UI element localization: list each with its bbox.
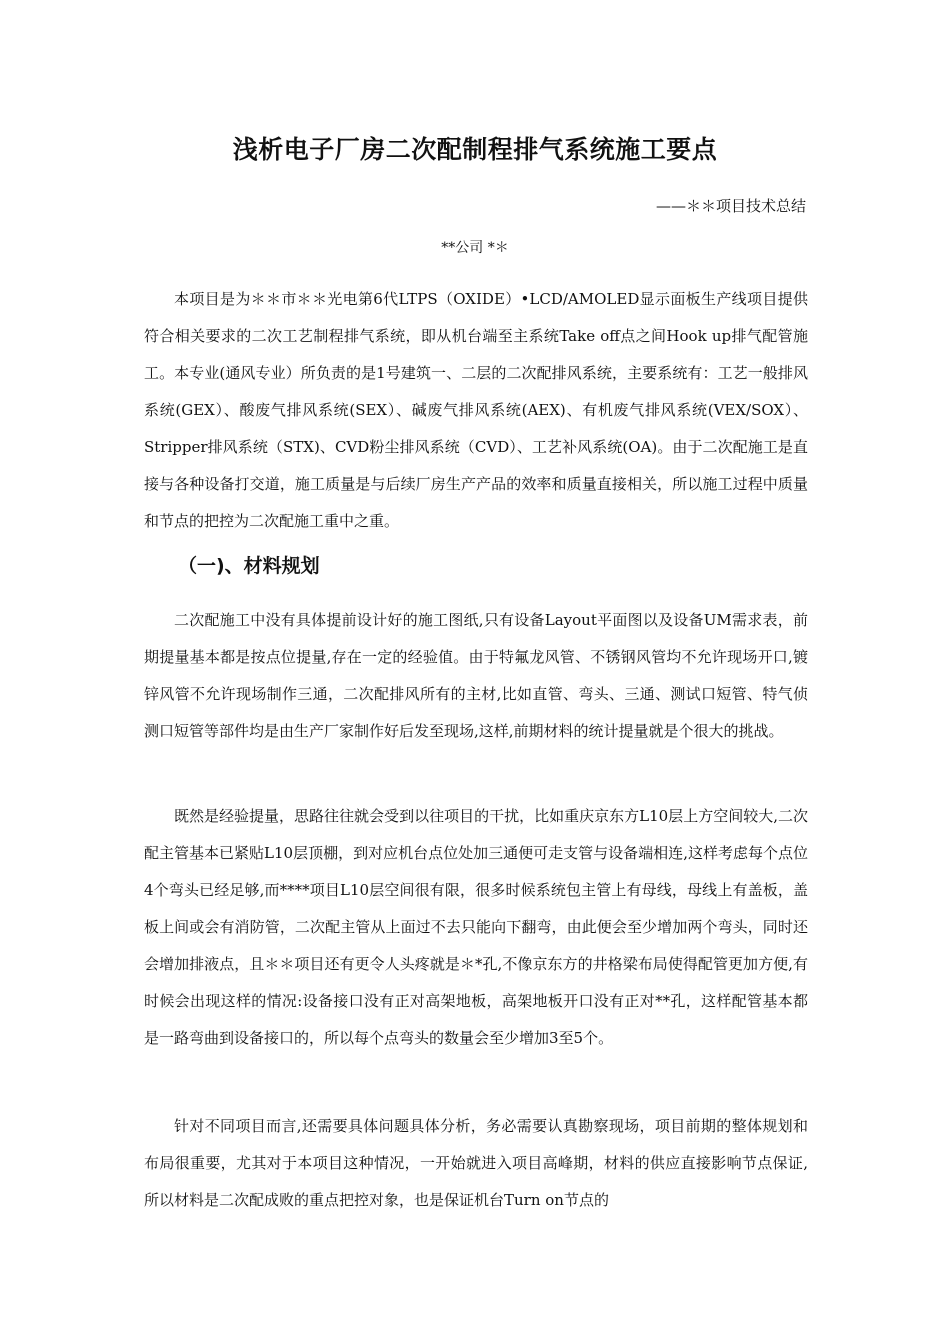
body-paragraph: 二次配施工中没有具体提前设计好的施工图纸,只有设备Layout平面图以及设备UM需求表，前期提量基本都是按点位提量,存在一定的经验值。由于特氟龙风管、不锈钢风管均不允许现场开口,镀锌风管不允许现场制作三通，二次配排风所有的主材,比如直管、弯头、三通、测试口短管、特气侦测口短管等部件均是由生产厂家制作好后发至现场,这样,前期材料的统计提量就是个很大的挑战。 xyxy=(144,611,808,740)
intro-paragraph: 本项目是为＊＊市＊＊光电第6代LTPS（OXIDE）•LCD/AMOLED显示面板生产线项目提供符合相关要求的二次工艺制程排气系统，即从机台端至主系统Take off点之间Hook up排气配管施工。本专业(通风专业）所负责的是1号建筑一、二层的二次配排风系统，主要系统有：工艺一般排风系统(GEX）、酸废气排风系统(SEX）、碱废气排风系统(AEX)、有机废气排风系统(VEX/SOX）、Stripper排风系统（STX)、CVD粉尘排风系统（CVD）、工艺补风系统(OA)。由于二次配施工是直接与各种设备打交道，施工质量是与后续厂房生产产品的效率和质量直接相关，所以施工过程中质量和节点的把控为二次配施工重中之重。 xyxy=(144,290,808,530)
document-title: 浅析电子厂房二次配制程排气系统施工要点 xyxy=(232,135,718,164)
document-subtitle: ——＊＊项目技术总结 xyxy=(655,197,806,215)
document-author: **公司 *＊ xyxy=(441,240,509,256)
section-heading: （一)、材料规划 xyxy=(178,555,320,577)
body-paragraph: 针对不同项目而言,还需要具体问题具体分析，务必需要认真勘察现场，项目前期的整体规划和布局很重要，尤其对于本项目这种情况，一开始就进入项目高峰期，材料的供应直接影响节点保证,所以材料是二次配成败的重点把控对象，也是保证机台Turn on节点的 xyxy=(144,1117,808,1209)
body-paragraph: 既然是经验提量，思路往往就会受到以往项目的干扰，比如重庆京东方L10层上方空间较大,二次配主管基本已紧贴L10层顶棚，到对应机台点位处加三通便可走支管与设备端相连,这样考虑每个点位4个弯头已经足够,而****项目L10层空间很有限，很多时候系统包主管上有母线，母线上有盖板，盖板上间或会有消防管，二次配主管从上面过不去只能向下翻弯，由此便会至少增加两个弯头，同时还会增加排液点，且＊＊项目还有更令人头疼就是＊*孔,不像京东方的井格梁布局使得配管更加方便,有时候会出现这样的情况:设备接口没有正对高架地板，高架地板开口没有正对**孔，这样配管基本都是一路弯曲到设备接口的，所以每个点弯头的数量会至少增加3至5个。 xyxy=(144,807,808,1047)
